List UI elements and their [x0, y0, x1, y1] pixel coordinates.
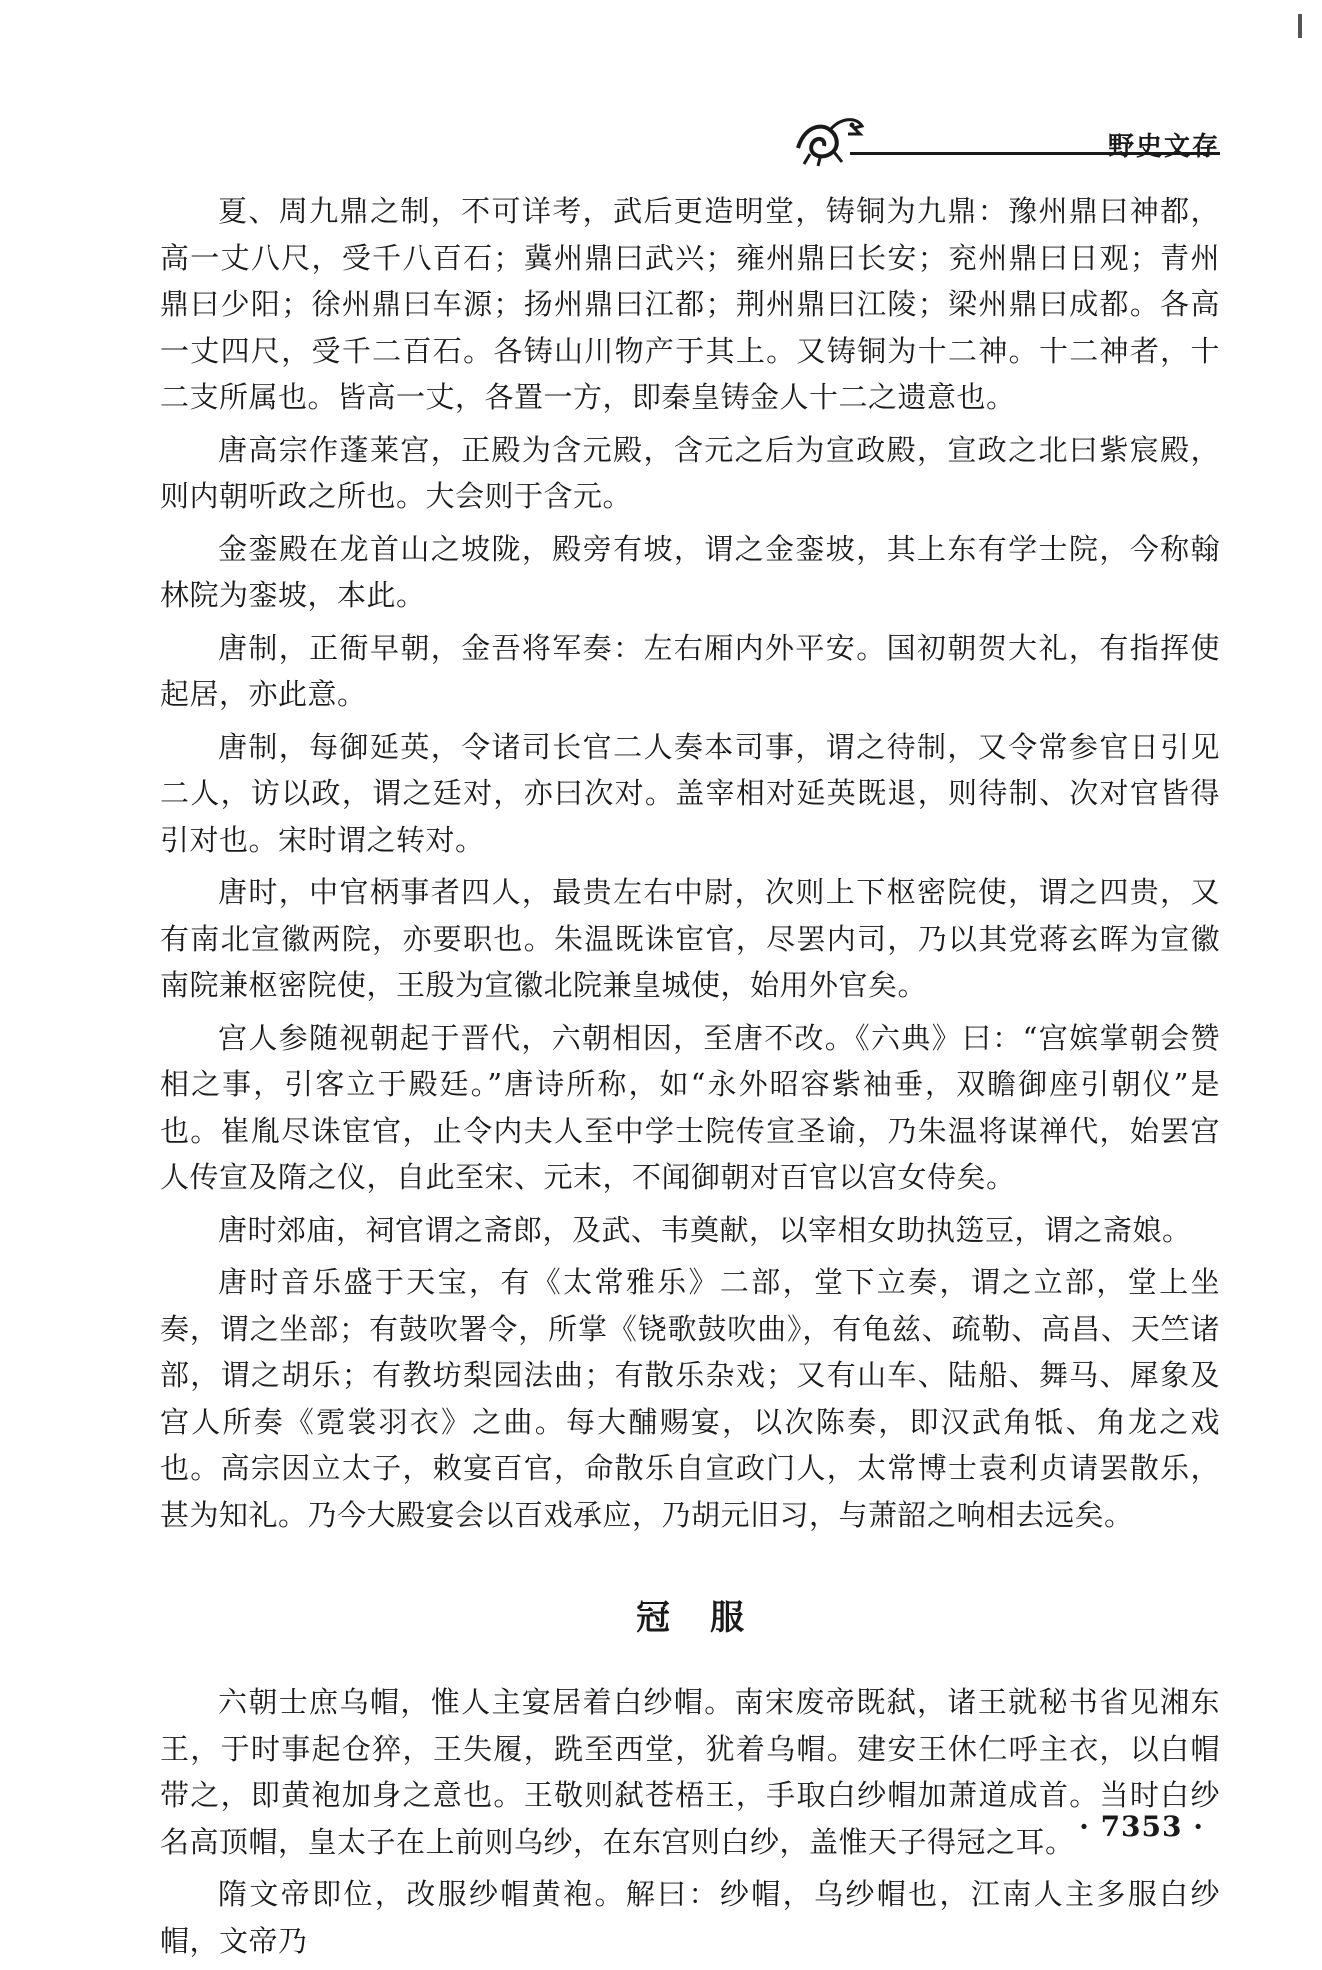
paragraph-yanying: 唐制，每御延英，令诸司长官二人奏本司事，谓之待制，又令常参官日引见二人，访以政，谓之廷对，亦曰次对。盖宰相对延英既退，则待制、次对官皆得引对也。宋时谓之转对。 [160, 729, 1220, 857]
paragraph-morning-court: 唐制，正衙早朝，金吾将军奏：左右厢内外平安。国初朝贺大礼，有指挥使起居，亦此意。 [160, 630, 1220, 711]
page-number: · 7353 · [1079, 1810, 1204, 1843]
paragraph-music: 唐时音乐盛于天宝，有《太常雅乐》二部，堂下立奏，谓之立部，堂上坐奏，谓之坐部；有鼓吹署令，所掌《铙歌鼓吹曲》，有龟兹、疏勒、高昌、天竺诸部，谓之胡乐；有教坊梨园法曲；有散乐杂戏；又有山车、陆船、舞马、犀象及宫人所奏《霓裳羽衣》之曲。每大酺赐宴，以次陈奏，即汉武角牴、角龙之戏也。高宗因立太子，敕宴百官，命散乐自宣政门人，太常博士袁利贞请罢散乐，甚为知礼。乃今大殿宴会以百戏承应，乃胡元旧习，与萧韶之响相去远矣。 [160, 1265, 1220, 1532]
page-body [160, 188, 1220, 1970]
header-title: 野史文存 [1107, 132, 1220, 162]
paragraph-penglai-palace: 唐高宗作蓬莱宫，正殿为含元殿，含元之后为宣政殿，宣政之北曰紫宸殿，则内朝听政之所也。大会则于含元。 [160, 432, 1220, 513]
paragraph-sui-wendi: 隋文帝即位，改服纱帽黄袍。解曰：纱帽，乌纱帽也，江南人主多服白纱帽，文帝乃 [160, 1877, 1220, 1958]
section-title: 冠服 [636, 1598, 784, 1638]
paragraph-ding: 夏、周九鼎之制，不可详考，武后更造明堂，铸铜为九鼎：豫州鼎曰神都，高一丈八尺，受千八百石；冀州鼎曰武兴；雍州鼎曰长安；兖州鼎曰日观；青州鼎曰少阳；徐州鼎曰车源；扬州鼎曰江都；荆州鼎曰江陵；梁州鼎曰成都。各高一丈四尺，受千二百石。各铸山川物产于其上。又铸铜为十二神。十二神者，十二支所属也。皆高一丈，各置一方，即秦皇铸金人十二之遗意也。 [160, 194, 1220, 414]
dragon-icon [790, 108, 870, 168]
paragraph-gauze-hats: 六朝士庶乌帽，惟人主宴居着白纱帽。南宋废帝既弑，诸王就秘书省见湘东王，于时事起仓猝，王失履，跣至西堂，犹着乌帽。建安王休仁呼主衣，以白帽带之，即黄袍加身之意也。王敬则弑苍梧王，手取白纱帽加萧道成首。当时白纱名高顶帽，皇太子在上前则乌纱，在东宫则白纱，盖惟天子得冠之耳。 [160, 1685, 1220, 1859]
scan-corner-mark [1298, 14, 1302, 38]
paragraph-jiaomiao: 唐时郊庙，祠官谓之斋郎，及武、韦奠献，以宰相女助执笾豆，谓之斋娘。 [218, 1212, 1192, 1247]
paragraph-jinluan-hall: 金銮殿在龙首山之坡陇，殿旁有坡，谓之金銮坡，其上东有学士院，今称翰林院为銮坡，本此。 [160, 531, 1220, 612]
paragraph-palace-women: 宫人参随视朝起于晋代，六朝相因，至唐不改。《六典》曰：“宫嫔掌朝会赞相之事，引客立于殿廷。”唐诗所称，如“永外昭容紫袖垂，双瞻御座引朝仪”是也。崔胤尽诛宦官，止令内夫人至中学士院传宣圣谕，乃朱温将谋禅代，始罢宫人传宣及隋之仪，自此至宋、元末，不闻御朝对百官以宫女侍矣。 [160, 1020, 1220, 1194]
page-header [780, 100, 1220, 180]
paragraph-eunuchs: 唐时，中官柄事者四人，最贵左右中尉，次则上下枢密院使，谓之四贵，又有南北宣徽两院，亦要职也。朱温既诛宦官，尽罢内司，乃以其党蒋玄晖为宣徽南院兼枢密院使，王殷为宣徽北院兼皇城使，始用外官矣。 [160, 875, 1220, 1002]
